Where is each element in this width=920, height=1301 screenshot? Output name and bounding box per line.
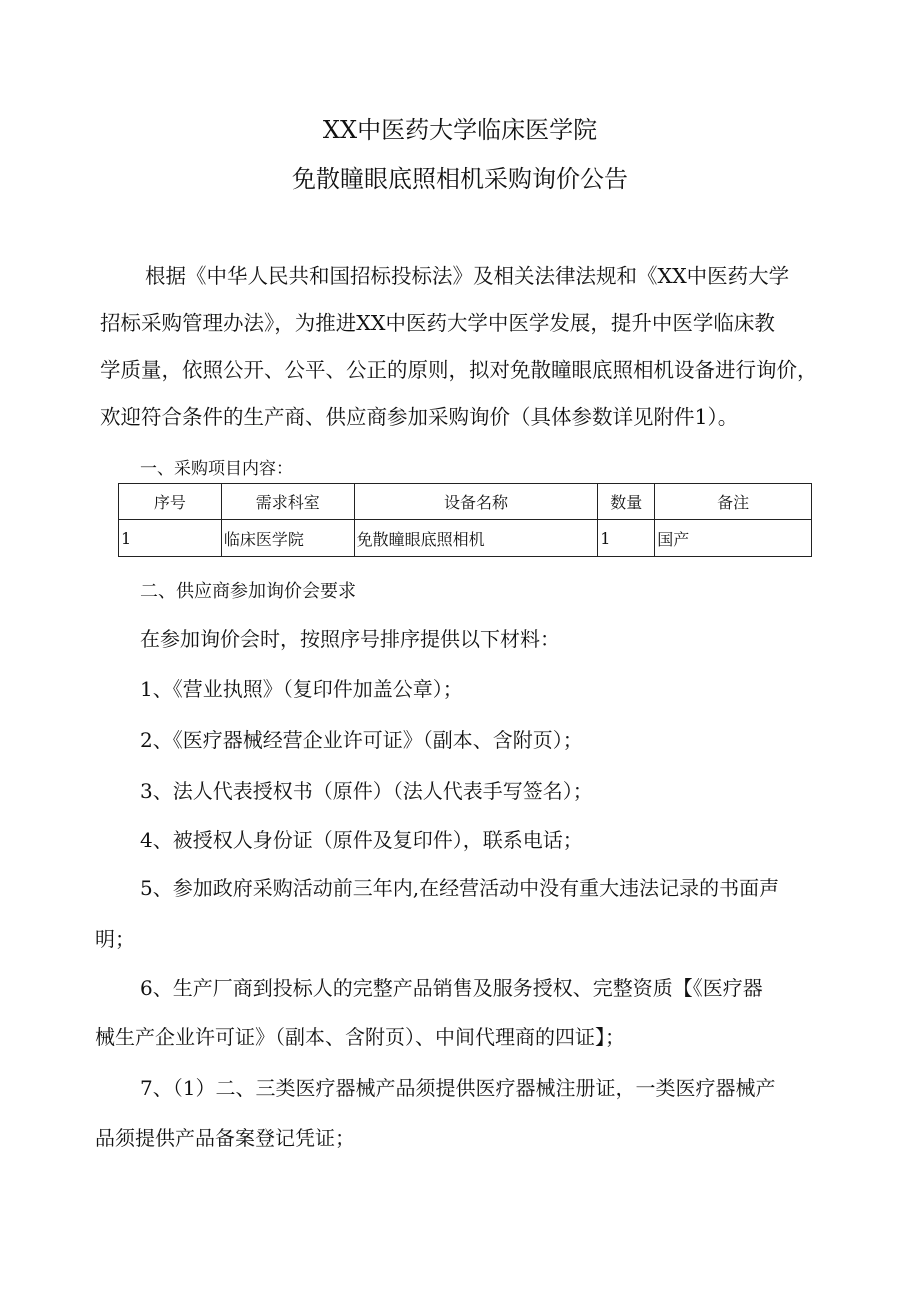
document-title-line1: XX中医药大学临床医学院 (322, 116, 598, 144)
list-item-continuation: 品须提供产品备案登记凭证； (95, 1126, 355, 1150)
list-item: 5、参加政府采购活动前三年内,在经营活动中没有重大违法记录的书面声 (140, 876, 780, 900)
table-header-cell: 备注 (655, 484, 812, 520)
table-cell: 国产 (655, 520, 812, 557)
section2-heading: 二、供应商参加询价会要求 (140, 581, 356, 602)
list-item-continuation: 明； (95, 927, 135, 951)
table-cell: 免散瞳眼底照相机 (354, 520, 598, 557)
table-header-cell: 设备名称 (354, 484, 598, 520)
list-item: 4、被授权人身份证（原件及复印件），联系电话； (140, 828, 583, 852)
table-cell: 1 (598, 520, 655, 557)
list-item: 3、法人代表授权书（原件）（法人代表手写签名）； (140, 779, 593, 803)
document-title-line2: 免散瞳眼底照相机采购询价公告 (292, 165, 628, 193)
list-item: 2、《医疗器械经营企业许可证》（副本、含附页）； (140, 728, 583, 752)
table-header-cell: 需求科室 (221, 484, 354, 520)
table-row (119, 520, 812, 557)
intro-paragraph (100, 253, 835, 441)
intro-line: 欢迎符合条件的生产商、供应商参加采购询价（具体参数详见附件1）。 (100, 405, 739, 429)
intro-line: 根据《中华人民共和国招标投标法》及相关法律法规和《XX中医药大学 (145, 264, 790, 288)
table-header-cell: 序号 (119, 484, 222, 520)
table-cell: 1 (119, 520, 222, 557)
intro-line: 招标采购管理办法》，为推进XX中医药大学中医学发展，提升中医学临床教 (100, 311, 775, 335)
list-item: 1、《营业执照》（复印件加盖公章）； (140, 677, 463, 701)
procurement-items-table (118, 483, 812, 557)
table-header-row (119, 484, 812, 520)
table-header-cell: 数量 (598, 484, 655, 520)
section1-heading: 一、采购项目内容： (140, 459, 293, 479)
list-item: 6、生产厂商到投标人的完整产品销售及服务授权、完整资质【《医疗器 (140, 976, 763, 1000)
requirements-lead: 在参加询价会时，按照序号排序提供以下材料： (140, 627, 560, 651)
list-item-continuation: 械生产企业许可证》（副本、含附页）、中间代理商的四证】； (95, 1025, 625, 1049)
table-cell: 临床医学院 (221, 520, 354, 557)
list-item: 7、（1）二、三类医疗器械产品须提供医疗器械注册证，一类医疗器械产 (140, 1076, 776, 1100)
intro-line: 学质量，依照公开、公平、公正的原则，拟对免散瞳眼底照相机设备进行询价， (100, 358, 818, 382)
